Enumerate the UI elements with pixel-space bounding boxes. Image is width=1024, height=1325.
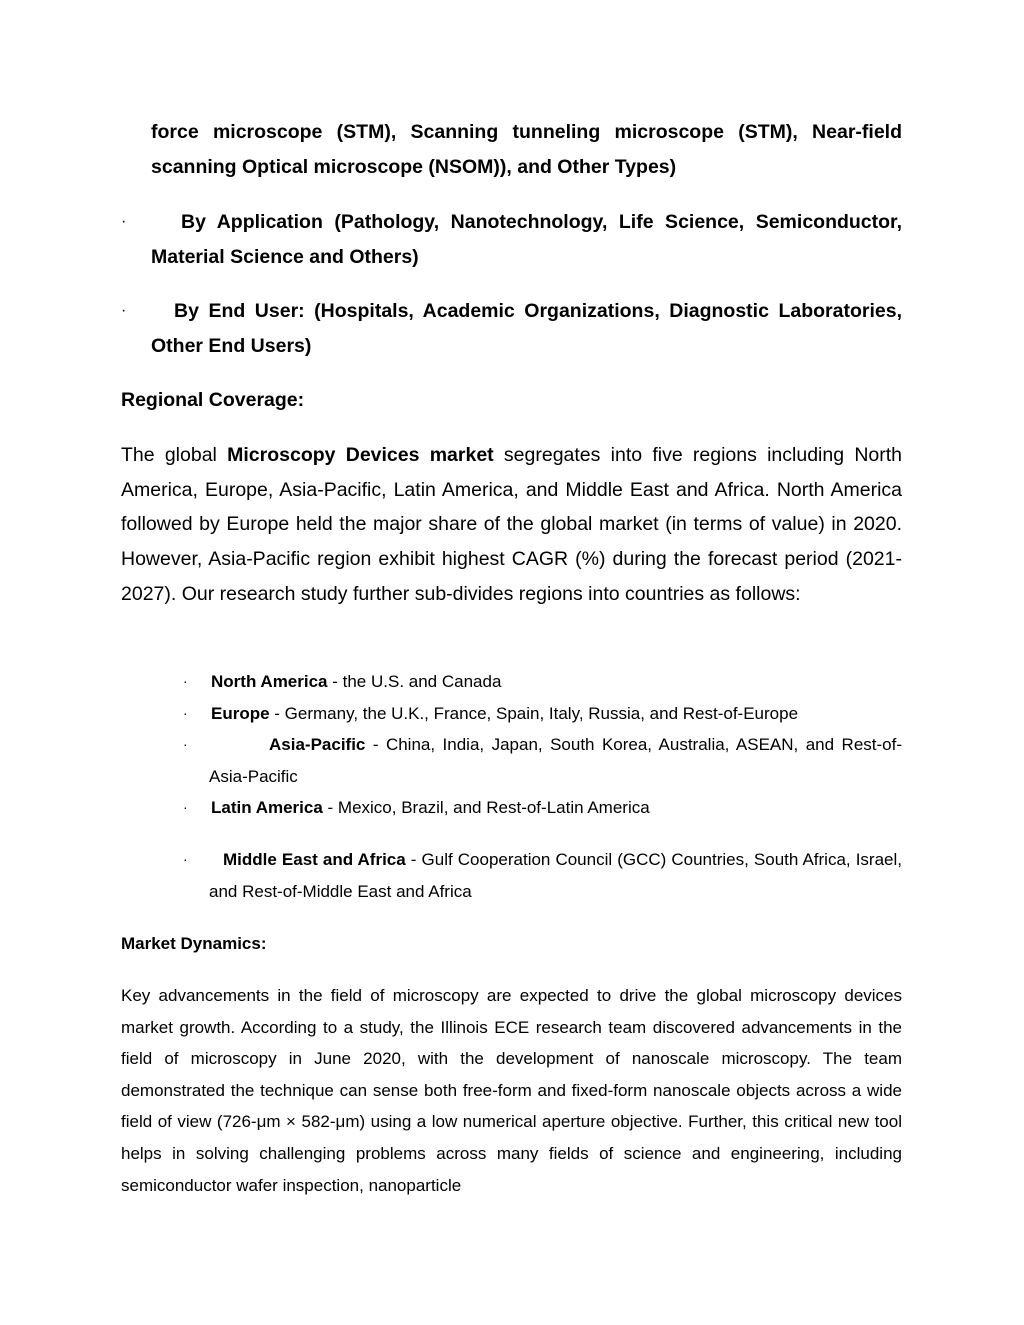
intro-pre: The global	[121, 444, 228, 466]
bullet-dot: ·	[121, 213, 127, 230]
region-detail: - Mexico, Brazil, and Rest-of-Latin America	[322, 798, 650, 818]
region-list	[183, 666, 903, 907]
regional-intro-paragraph	[121, 438, 902, 612]
bullet-dot: ·	[183, 704, 188, 721]
segment-by-end-user	[121, 294, 902, 363]
region-item-latin-america	[183, 792, 902, 824]
region-name: North America	[211, 672, 328, 691]
intro-bold: Microscopy Devices market	[227, 444, 494, 466]
bullet-dot: ·	[121, 302, 127, 319]
region-item-middle-east-africa	[183, 844, 903, 907]
region-name: Asia-Pacific	[269, 735, 366, 755]
region-item-europe	[183, 698, 902, 730]
bullet-dot: ·	[183, 799, 188, 816]
region-name: Latin America	[211, 798, 323, 818]
segment-text: By Application (Pathology, Nanotechnology, Life Science, Semiconductor, Material Science and Others)	[151, 211, 902, 268]
region-detail: - Gulf Cooperation Council (GCC) Countries, South Africa, Israel, and Rest-of-Middle East and Africa	[209, 849, 903, 901]
segment-by-application	[121, 205, 902, 274]
region-detail: - China, India, Japan, South Korea, Australia, ASEAN, and Rest-of-Asia-Pacific	[209, 735, 902, 786]
intro-post: segregates into five regions including North America, Europe, Asia-Pacific, Latin America, and Middle East and Africa. North America followed by Europe held the major share of the global market (in terms of value) in 2020. However, Asia-Pacific region exhibit highest CAGR (%) during the forecast period (2021-2027). Our research study further sub-divides regions into countries as follows:	[121, 444, 902, 605]
region-detail: - Germany, the U.K., France, Spain, Italy, Russia, and Rest-of-Europe	[269, 703, 799, 723]
region-name: Middle East and Africa	[223, 849, 406, 869]
bullet-dot: ·	[183, 736, 188, 753]
bullet-dot: ·	[183, 850, 188, 867]
region-item-asia-pacific	[183, 729, 902, 792]
regional-coverage-heading: Regional Coverage:	[121, 389, 305, 411]
market-dynamics-heading: Market Dynamics:	[121, 934, 267, 953]
segment-type-continuation	[151, 115, 902, 184]
region-detail: - the U.S. and Canada	[327, 672, 502, 691]
segment-text: force microscope (STM), Scanning tunneling microscope (STM), Near-field scanning Optical microscope (NSOM)), and Other Types)	[151, 121, 902, 178]
region-item-north-america	[183, 666, 902, 698]
bullet-dot: ·	[183, 673, 188, 689]
market-dynamics-paragraph: Key advancements in the field of microscopy are expected to drive the global microscopy devices market growth. According to a study, the Illinois ECE research team discovered advancements in the field of microscopy in June 2020, with the development of nanoscale microscopy. The team demonstrated the technique can sense both free-form and fixed-form nanoscale objects across a wide field of view (726-μm × 582-μm) using a low numerical aperture objective. Further, this critical new tool helps in solving challenging problems across many fields of science and engineering, including semiconductor wafer inspection, nanoparticle	[121, 986, 902, 1195]
region-name: Europe	[211, 703, 270, 723]
segment-text: By End User: (Hospitals, Academic Organizations, Diagnostic Laboratories, Other End Users)	[151, 300, 902, 357]
